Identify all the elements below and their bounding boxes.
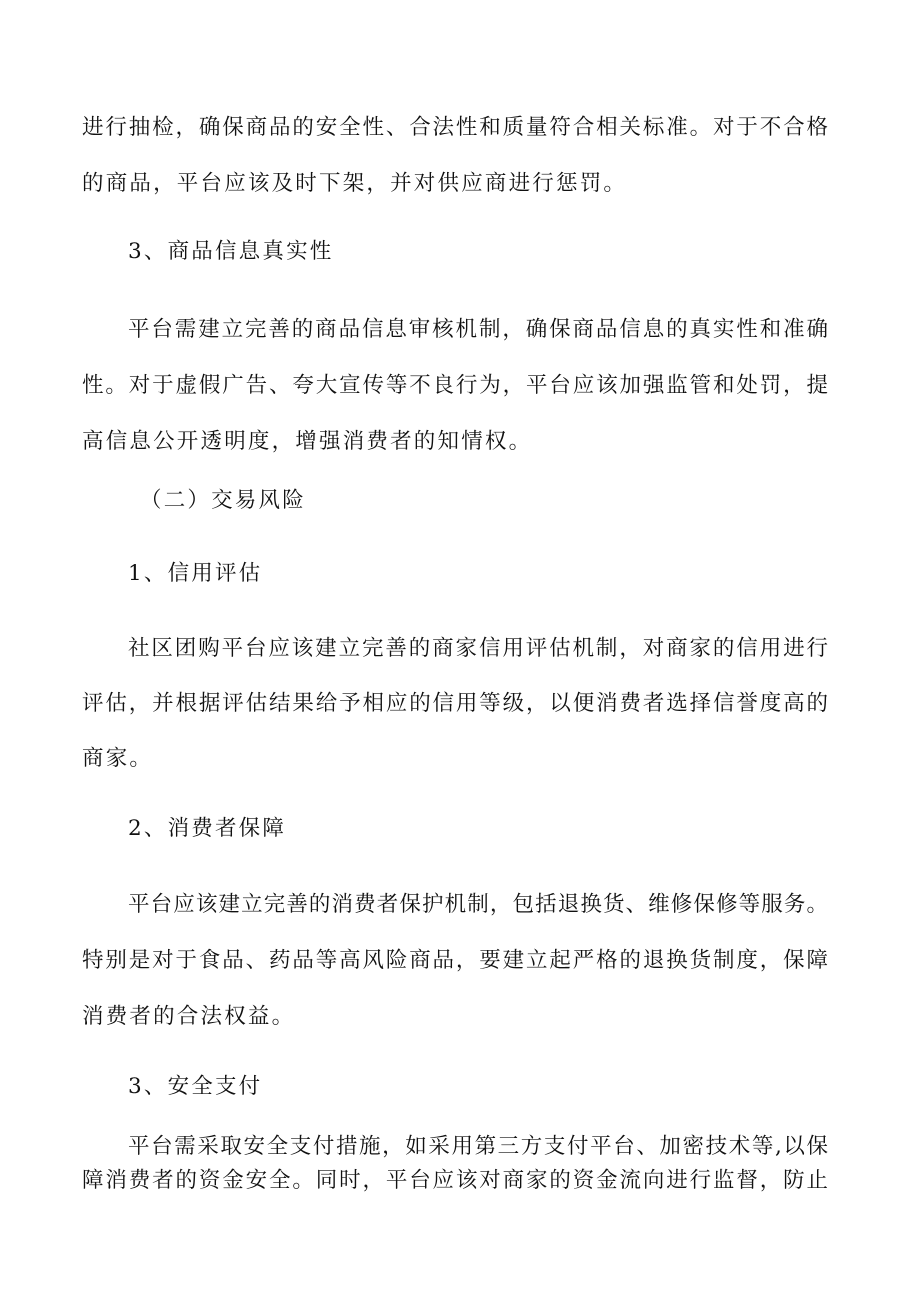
paragraph-line: 高信息公开透明度，增强消费者的知情权。 xyxy=(82,429,533,454)
section-heading: 2、消费者保障 xyxy=(128,816,287,841)
paragraph-line: 进行抽检，确保商品的安全性、合法性和质量符合相关标准。对于不合格 xyxy=(82,115,828,140)
section-heading: 3、商品信息真实性 xyxy=(128,239,334,264)
subsection-heading: （二）交易风险 xyxy=(140,488,306,513)
paragraph-line: 性。对于虚假广告、夸大宣传等不良行为，平台应该加强监管和处罚，提 xyxy=(82,373,828,398)
paragraph-line: 平台需建立完善的商品信息审核机制，确保商品信息的真实性和准确 xyxy=(128,317,828,342)
paragraph-line: 商家。 xyxy=(82,746,154,771)
paragraph-line: 平台需采取安全支付措施，如采用第三方支付平台、加密技术等,以保 xyxy=(128,1134,828,1159)
paragraph-line: 特别是对于食品、药品等高风险商品，要建立起严格的退换货制度，保障 xyxy=(82,948,828,973)
paragraph-line: 的商品，平台应该及时下架，并对供应商进行惩罚。 xyxy=(82,171,628,196)
paragraph-line: 社区团购平台应该建立完善的商家信用评估机制，对商家的信用进行 xyxy=(128,636,828,661)
section-heading: 3、安全支付 xyxy=(128,1074,263,1099)
paragraph-line: 评估，并根据评估结果给予相应的信用等级，以便消费者选择信誉度高的 xyxy=(82,691,828,716)
paragraph-line: 平台应该建立完善的消费者保护机制，包括退换货、维修保修等服务。 xyxy=(128,892,828,917)
section-heading: 1、信用评估 xyxy=(128,561,263,586)
paragraph-line: 消费者的合法权益。 xyxy=(82,1004,296,1029)
paragraph-line: 障消费者的资金安全。同时，平台应该对商家的资金流向进行监督，防止 xyxy=(82,1168,828,1193)
